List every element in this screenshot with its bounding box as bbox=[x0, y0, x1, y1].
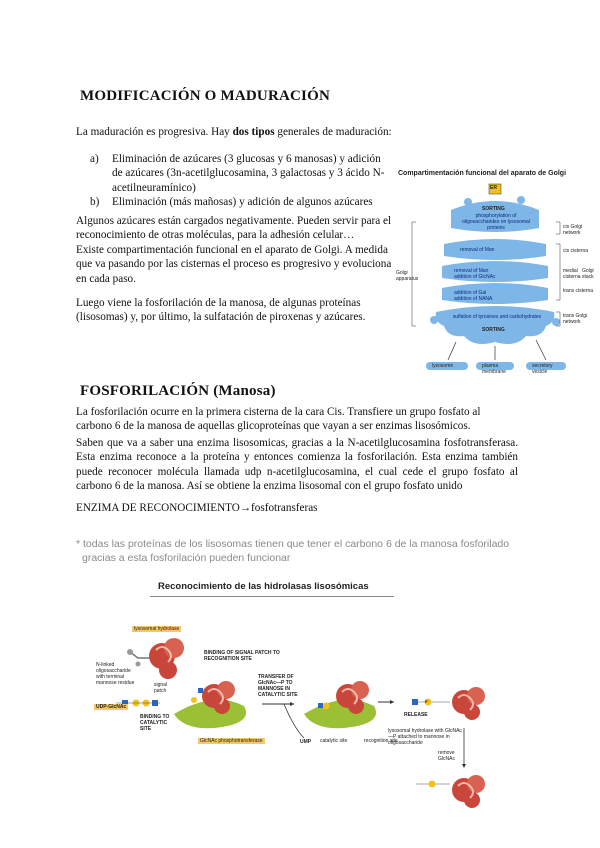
transfer-label: TRANSFER OF GlcNAc—P TO MANNOSE IN CATALYTIC SITE bbox=[258, 674, 298, 698]
secretory-label: secretory vesicle bbox=[532, 363, 553, 375]
recognition-site-label: recognition site bbox=[364, 738, 398, 744]
arrow-head bbox=[390, 700, 394, 704]
lysosome-label: lysosome bbox=[432, 363, 454, 369]
glcnac-square bbox=[198, 688, 203, 693]
section2-title: FOSFORILACIÓN (Manosa) bbox=[80, 383, 276, 399]
n-linked-label: N-linked oligosaccharide with terminal mannose residue bbox=[96, 662, 135, 686]
sorting-top-label: SORTING bbox=[482, 206, 505, 212]
golgi-stack-label: Golgi stack bbox=[582, 268, 594, 280]
note-line1: * todas las proteínas de los lisosomas tienen que tener el carbono 6 de la manosa fosforilado bbox=[76, 538, 510, 550]
intro-text-post: generales de maduración: bbox=[274, 126, 392, 138]
phospho-label: phosphorylation of oligosaccharides on lysosomal proteins bbox=[462, 213, 530, 231]
sorting-bottom-label: SORTING bbox=[482, 327, 505, 333]
hydrolase-protein-1 bbox=[149, 638, 184, 679]
enzyme-label: GlcNAc phosphotransferase bbox=[200, 738, 263, 744]
remove-glcnac-label: remove GlcNAc bbox=[438, 750, 455, 762]
arrow-lysosome bbox=[448, 342, 456, 360]
addition-nana-label: addition of NANA bbox=[454, 296, 493, 302]
phosphate-circle bbox=[429, 781, 436, 788]
bracket bbox=[556, 244, 560, 300]
list-item bbox=[90, 152, 392, 195]
bracket bbox=[556, 222, 560, 234]
er-label: ER bbox=[490, 185, 497, 191]
section1-para2: Existe compartimentación funcional en el aparato de Golgi. A medida que va pasando por las cisternas el proceso es progresivo y evoluciona en cada paso. bbox=[76, 244, 392, 285]
lysosomal-hydrolase-label: lysosomal hydrolase bbox=[134, 626, 180, 632]
ump-arrow bbox=[284, 704, 304, 738]
section2-para2: Saben que va a saber una enzima lisosomicas, gracias a la N-acetilglucosamina fosfotransferasa. Esta enzima reconoce a la proteína y entonces comienza la fosforilación. Esta enzima también puede reconocer molécula llamada udp n-acetilglucosamina, el cual cede el grupo fosfato al carbono 6 de la manosa. Así se obtiene la enzima lisosomal con el grupo fosfato unido bbox=[76, 437, 518, 493]
signal-patch-label: signal patch bbox=[154, 682, 168, 694]
trans-cisterna-label: trans cisterna bbox=[563, 288, 594, 294]
addition-gal-label: addition of Gal bbox=[454, 290, 487, 296]
section1-para1: Algunos azúcares están cargados negativamente. Pueden servir para el reconocimiento de otras moléculas, para la adhesión celular… bbox=[76, 215, 392, 242]
phosphate-circle bbox=[323, 703, 330, 710]
vesicle bbox=[430, 316, 438, 324]
trans-network-label: trans Golgi network bbox=[563, 313, 588, 325]
section2-para1: La fosforilación ocurre en la primera cisterna de la cara Cis. Transfiere un grupo fosfato al carbono 6 de la manosa de aquellas glicoproteínas que vayan a ser enzimas lisosómicos. bbox=[76, 406, 481, 433]
medial-cisterna-label: medial cisterna bbox=[563, 268, 581, 280]
section1-intro bbox=[76, 125, 406, 139]
list-marker: a) bbox=[90, 153, 99, 165]
golgi-figure-title: Compartimentación funcional del aparato de Golgi bbox=[398, 170, 567, 177]
glcnac-square bbox=[318, 703, 323, 708]
list-text: Eliminación (más mañosas) y adición de algunos azúcares bbox=[112, 196, 373, 209]
mannose bbox=[127, 649, 133, 655]
trans-golgi-network bbox=[436, 306, 555, 344]
release-label: RELEASE bbox=[404, 712, 428, 718]
arrow-secretory bbox=[536, 340, 546, 360]
section1-para3: Luego viene la fosforilación de la manosa, de algunas proteínas (lisosomas) y, por último, la sulfatación de piroxenas y azúcares. bbox=[76, 297, 366, 324]
hydrolase-figure bbox=[94, 578, 514, 840]
sulfation-label: sulfation of tyrosines and carbohydrates bbox=[452, 314, 542, 320]
hydrolase-protein-5 bbox=[452, 775, 485, 808]
list-marker: b) bbox=[90, 196, 100, 209]
hydrolase-attached-label: lysosomal hydrolase with GlcNAc—P attached to mannose in oligosaccharide bbox=[388, 728, 462, 746]
removal-man2-label: removal of Man bbox=[454, 268, 489, 274]
list-item bbox=[90, 195, 392, 209]
hydrolase-protein-4 bbox=[452, 687, 485, 720]
arrow-head bbox=[462, 764, 466, 768]
binding-catalytic-label: BINDING TO CATALYTIC SITE bbox=[140, 714, 170, 732]
plasma-label: plasma membrane bbox=[482, 363, 506, 375]
maduracion-list bbox=[90, 152, 392, 210]
arrow-head bbox=[290, 702, 294, 706]
section1-title: MODIFICACIÓN O MADURACIÓN bbox=[80, 88, 330, 104]
udp-glcnac-label: UDP-GlcNAc bbox=[96, 704, 127, 710]
list-text: Eliminación de azúcares (3 glucosas y 6 manosas) y adición de azúcares (3n-acetilglucosamina, 3 galactosas y 3 ácido N-acetilneuramínico) bbox=[112, 153, 385, 194]
cis-cisterna-label: cis cisterna bbox=[563, 248, 589, 254]
cis-network-label: cis Golgi network bbox=[563, 224, 583, 236]
golgi-figure bbox=[396, 170, 600, 378]
phosphate-letter: P bbox=[425, 699, 428, 704]
hydrolase-diagram bbox=[94, 578, 514, 840]
ump-label: UMP bbox=[300, 739, 312, 745]
enzyme-line: ENZIMA DE RECONOCIMIENTO→fosfotransferas bbox=[76, 502, 318, 514]
addition-glcnac-label: addition of GlcNAc bbox=[454, 274, 496, 280]
oligo-chain bbox=[130, 652, 150, 658]
vesicle bbox=[552, 318, 560, 326]
intro-text-bold: dos tipos bbox=[232, 126, 275, 138]
binding-signal-label: BINDING OF SIGNAL PATCH TO RECOGNITION SITE bbox=[204, 650, 280, 662]
note-line2: gracias a esta fosforilación pueden funcionar bbox=[82, 552, 291, 564]
removal-man-label: removal of Man bbox=[460, 247, 495, 253]
glcnac-square bbox=[412, 699, 418, 705]
golgi-apparatus-label: Golgi apparatus bbox=[396, 270, 419, 282]
intro-text-pre: La maduración es progresiva. Hay bbox=[76, 126, 233, 138]
catalytic-site-label: catalytic site bbox=[320, 738, 348, 744]
hydrolase-figure-title: Reconocimiento de las hidrolasas lisosómicas bbox=[158, 581, 369, 592]
vesicle bbox=[517, 196, 525, 204]
phosphate-circle bbox=[191, 697, 197, 703]
